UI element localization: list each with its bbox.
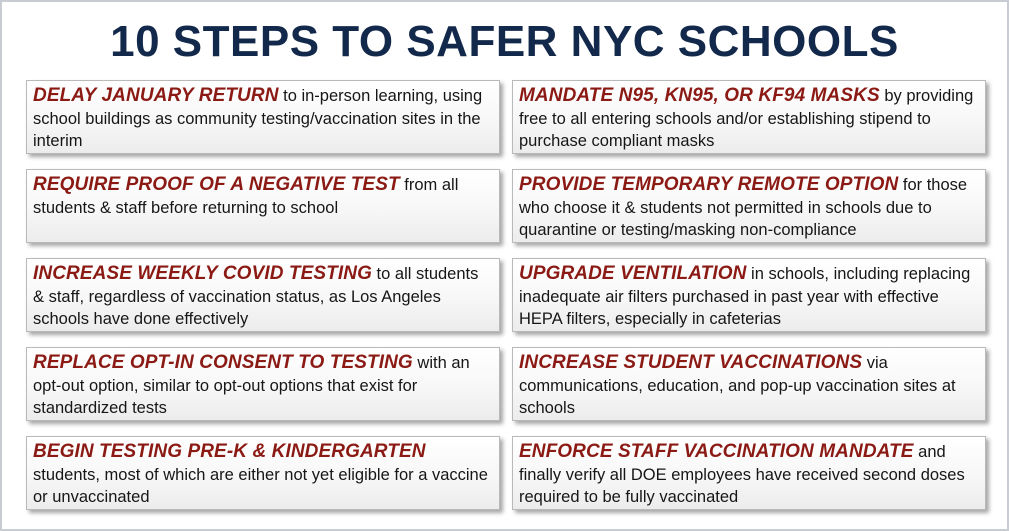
- step-text: to all students & staff, regardless of vaccination status, as Los Angeles schools have done effectively: [33, 265, 479, 328]
- step-card-enforce-staff-mandate: [512, 436, 986, 510]
- step-heading: PROVIDE TEMPORARY REMOTE OPTION: [519, 174, 899, 195]
- step-text: for those who choose it & students not permitted in schools due to quarantine or testing/masking non-compliance: [519, 176, 968, 239]
- step-heading: BEGIN TESTING PRE-K & KINDERGARTEN: [33, 441, 426, 462]
- step-text: in schools, including replacing inadequate air filters purchased in past year with effective HEPA filters, especially in cafeterias: [519, 265, 971, 328]
- step-text: by providing free to all entering schools and/or establishing stipend to purchase compliant masks: [519, 87, 974, 150]
- step-heading: UPGRADE VENTILATION: [519, 263, 747, 284]
- step-heading: REQUIRE PROOF OF A NEGATIVE TEST: [33, 174, 400, 195]
- step-text: via communications, education, and pop-up vaccination sites at schools: [519, 354, 956, 417]
- step-heading: DELAY JANUARY RETURN: [33, 85, 279, 106]
- step-card-increase-student-vaccinations: [512, 347, 986, 421]
- step-card-replace-opt-in-consent: [26, 347, 500, 421]
- step-card-temporary-remote-option: [512, 169, 986, 243]
- step-heading: ENFORCE STAFF VACCINATION MANDATE: [519, 441, 914, 462]
- step-text: with an opt-out option, similar to opt-out options that exist for standardized tests: [33, 354, 470, 417]
- step-heading: INCREASE STUDENT VACCINATIONS: [519, 352, 863, 373]
- step-card-mandate-masks: [512, 80, 986, 154]
- step-text: from all students & staff before returning to school: [33, 176, 459, 217]
- step-text: students, most of which are either not yet eligible for a vaccine or unvaccinated: [33, 465, 488, 506]
- step-heading: REPLACE OPT-IN CONSENT TO TESTING: [33, 352, 413, 373]
- step-card-require-negative-test: [26, 169, 500, 243]
- step-heading: MANDATE N95, KN95, OR KF94 MASKS: [519, 85, 880, 106]
- step-heading: INCREASE WEEKLY COVID TESTING: [33, 263, 372, 284]
- page-title: 10 STEPS TO SAFER NYC SCHOOLS: [110, 17, 899, 66]
- steps-grid: [26, 80, 986, 520]
- step-card-upgrade-ventilation: [512, 258, 986, 332]
- step-text: to in-person learning, using school buildings as community testing/vaccination sites in the interim: [33, 87, 483, 150]
- step-card-delay-january-return: [26, 80, 500, 154]
- step-text: and finally verify all DOE employees have received second doses required to be fully vaccinated: [519, 443, 965, 506]
- step-card-begin-testing-pre-k: [26, 436, 500, 510]
- step-card-increase-weekly-testing: [26, 258, 500, 332]
